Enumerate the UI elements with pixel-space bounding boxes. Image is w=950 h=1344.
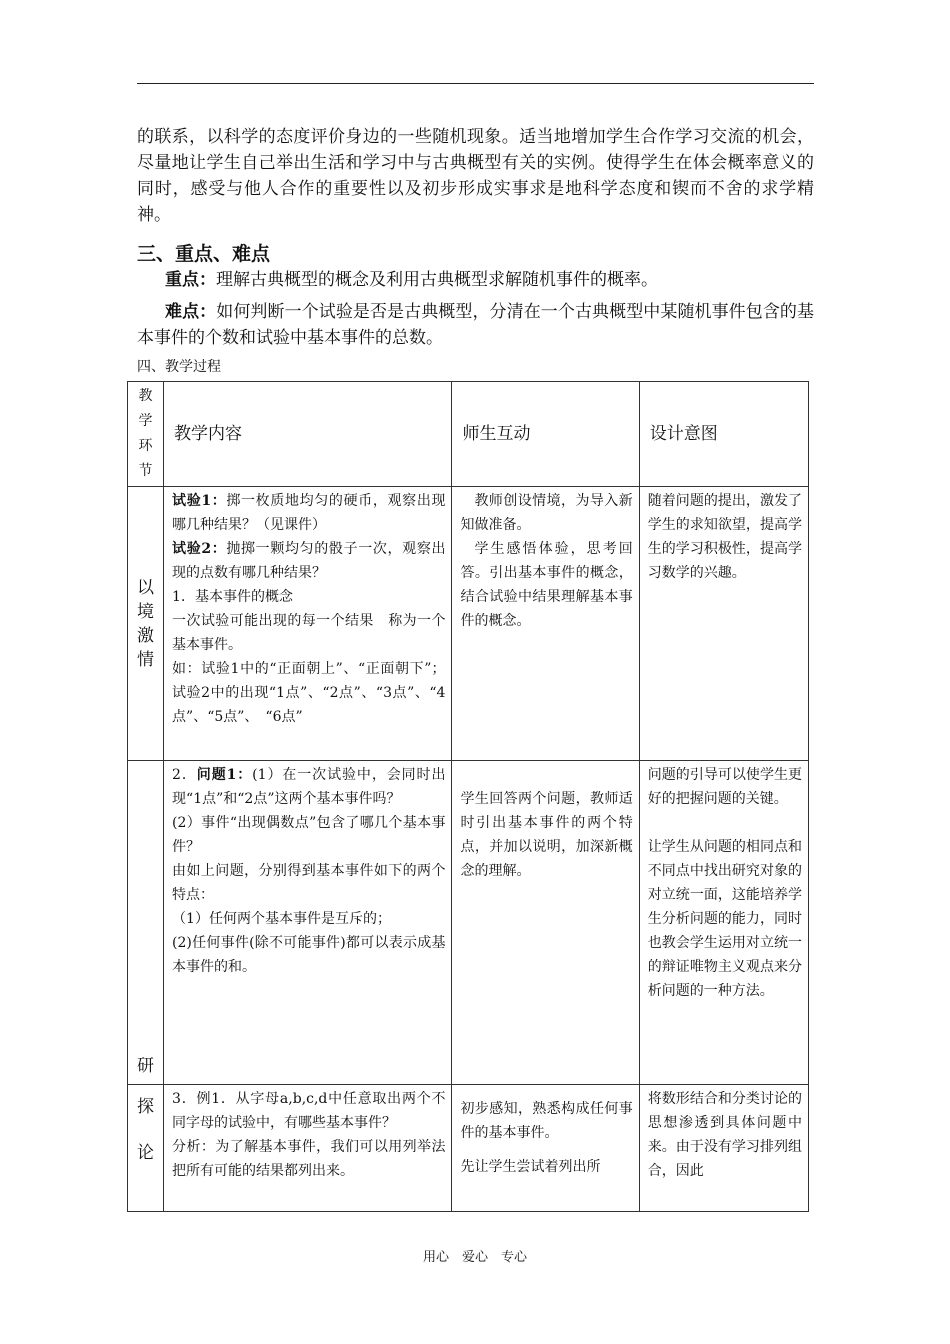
features-summary: 由如上问题，分别得到基本事件如下的两个特点： xyxy=(172,863,446,903)
interaction-text: 初步感知，熟悉构成任何事件的基本事件。 xyxy=(460,1101,633,1141)
table-header-row xyxy=(128,382,809,487)
interaction-cell xyxy=(452,1085,639,1212)
difficulty-text: 如何判断一个试验是否是古典概型，分清在一个古典概型中某随机事件包含的基本事件的个数和试验中基本事件的总数。 xyxy=(137,302,815,348)
header-stage: 教学环节 xyxy=(128,382,164,487)
difficulty-paragraph xyxy=(137,299,814,351)
experiment2-label: 试验2： xyxy=(172,541,227,557)
example1-text: 3．例1．从字母a,b,c,d中任意取出两个不同字母的试验中，有哪些基本事件？ xyxy=(172,1091,446,1131)
content-cell xyxy=(164,1085,452,1212)
key-point-paragraph xyxy=(137,267,814,293)
table-row xyxy=(128,487,809,761)
difficulty-label: 难点： xyxy=(165,302,217,322)
intent-cell xyxy=(639,1085,808,1212)
interaction-cell xyxy=(452,761,639,1085)
section4-heading: 四、教学过程 xyxy=(137,359,221,375)
intent-cell xyxy=(639,487,808,761)
concept-definition: 一次试验可能出现的每一个结果 称为一个基本事件。 xyxy=(172,613,446,653)
key-point-text: 理解古典概型的概念及利用古典概型求解随机事件的概率。 xyxy=(216,270,658,290)
table-row xyxy=(128,1085,809,1212)
intent-text: 将数形结合和分类讨论的思想渗透到具体问题中来。由于没有学习排列组合，因此 xyxy=(647,1091,802,1179)
intent-text: 随着问题的提出，激发了学生的求知欲望，提高学生的学习积极性，提高学习数学的兴趣。 xyxy=(647,493,802,581)
stage-label: 研 xyxy=(128,761,164,1085)
example1-analysis: 分析：为了解基本事件，我们可以用列举法把所有可能的结果都列出来。 xyxy=(172,1139,446,1179)
intent-text: 问题的引导可以使学生更好的把握问题的关键。 xyxy=(647,767,802,807)
page-footer: 用心 爱心 专心 xyxy=(422,1250,527,1265)
section3-heading: 三、重点、难点 xyxy=(137,243,271,265)
teaching-process-table xyxy=(127,381,809,1212)
question1-part2: (2）事件“出现偶数点”包含了哪几个基本事件？ xyxy=(172,815,446,855)
experiment2-text: 抛掷一颗均匀的骰子一次，观察出现的点数有哪几种结果？ xyxy=(172,541,446,581)
experiment1-label: 试验1： xyxy=(172,493,227,509)
concept-example: 如：试验1中的“正面朝上”、“正面朝下”；试验2中的出现“1点”、“2点”、“3点”、“4点”、“5点”、 “6点” xyxy=(172,661,446,725)
stage-label: 探 论 xyxy=(128,1085,164,1212)
interaction-text: 学生回答两个问题，教师适时引出基本事件的两个特点，并加以说明，加深新概念的理解。 xyxy=(460,791,633,879)
experiment1-text: 掷一枚质地均匀的硬币，观察出现哪几种结果？（见课件） xyxy=(172,493,446,533)
header-interaction: 师生互动 xyxy=(452,382,639,487)
header-content: 教学内容 xyxy=(164,382,452,487)
interaction-text: 学生感悟体验，思考回答。引出基本事件的概念，结合试验中结果理解基本事件的概念。 xyxy=(460,541,633,629)
intent-text: 让学生从问题的相同点和不同点中找出研究对象的对立统一面，这能培养学生分析问题的能力，同时也教会学生运用对立统一的辩证唯物主义观点来分析问题的一种方法。 xyxy=(647,839,802,999)
interaction-text: 先让学生尝试着列出所 xyxy=(460,1159,601,1175)
header-rule xyxy=(137,83,814,84)
header-intent: 设计意图 xyxy=(639,382,808,487)
intro-paragraph: 的联系，以科学的态度评价身边的一些随机现象。适当地增加学生合作学习交流的机会，尽量地让学生自己举出生活和学习中与古典概型有关的实例。使得学生在体会概率意义的同时，感受与他人合作的重要性以及初步形成实事求是地科学态度和锲而不舍的求学精神。 xyxy=(137,127,814,225)
question1-label: 问题1： xyxy=(196,767,253,783)
key-point-label: 重点： xyxy=(165,270,216,290)
feature-2: (2)任何事件(除不可能事件)都可以表示成基本事件的和。 xyxy=(172,935,446,975)
concept-title: 1．基本事件的概念 xyxy=(172,589,293,605)
stage-label: 以境激情 xyxy=(128,487,164,761)
table-row xyxy=(128,761,809,1085)
content-cell: 2．问题1：(1）在一次试验中，会同时出现“1点”和“2点”这两个基本事件吗？ (2）事件“出现偶数点”包含了哪几个基本事件？ 由如上问题，分别得到基本事件如下的两个特点： （1）任何两个基本事件是互斥的； (2)任何事件(除不可能事件)都可以表示成基本事件的和。 xyxy=(164,761,452,1085)
feature-1: （1）任何两个基本事件是互斥的； xyxy=(172,911,391,927)
question1-part1: (1）在一次试验中，会同时出现“1点”和“2点”这两个基本事件吗？ xyxy=(172,767,446,807)
content-cell xyxy=(164,487,452,761)
interaction-text: 教师创设情境，为导入新知做准备。 xyxy=(460,493,633,533)
interaction-cell xyxy=(452,487,639,761)
intent-cell xyxy=(639,761,808,1085)
